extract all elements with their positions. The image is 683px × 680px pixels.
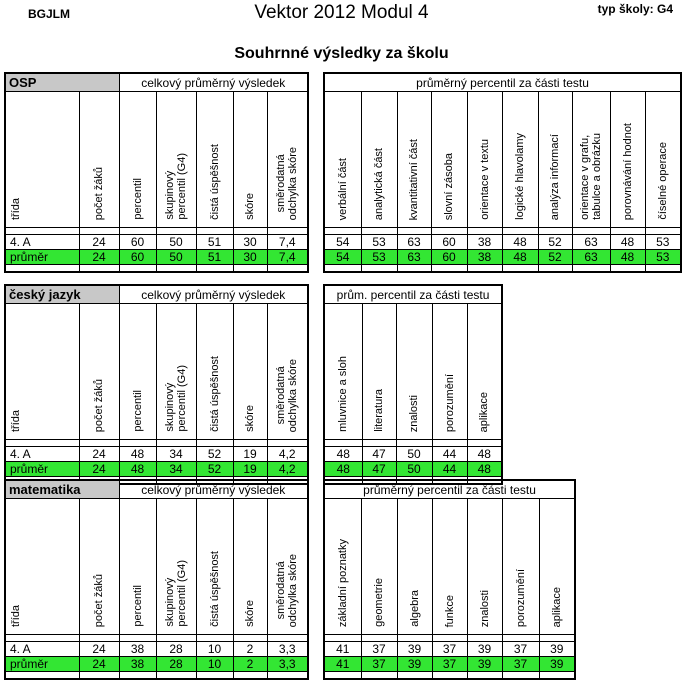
col-header: čistá úspěšnost — [196, 92, 233, 228]
col-header: kvantitativní část — [397, 92, 431, 228]
col-header: mluvnice a sloh — [324, 304, 362, 440]
col-header: orientace v textu — [467, 92, 502, 228]
mat-overall-label: celkový průměrný výsledek — [119, 480, 308, 499]
cj-parts-table — [323, 284, 503, 485]
table-row: 4. A 24 48 34 52 19 4,2 — [5, 447, 308, 462]
cj-parts-label: prům. percentil za části testu — [324, 285, 502, 304]
col-header: skóre — [233, 304, 267, 440]
col-header: třída — [5, 499, 79, 635]
col-header: číselné operace — [645, 92, 681, 228]
average-row: 54 53 63 60 38 48 52 63 48 53 — [324, 250, 681, 265]
average-row: 41 37 39 37 39 37 39 — [324, 657, 575, 672]
table-row: 54 53 63 60 38 48 52 63 48 53 — [324, 235, 681, 250]
average-row: průměr 24 48 34 52 19 4,2 — [5, 462, 308, 477]
table-row: 4. A 24 38 28 10 2 3,3 — [5, 642, 308, 657]
col-header: verbální část — [324, 92, 361, 228]
average-row: 48 47 50 44 48 — [324, 462, 502, 477]
col-header: skupinový percentil (G4) — [156, 92, 196, 228]
col-header: čistá úspěšnost — [196, 499, 233, 635]
osp-parts-label: průměrný percentil za části testu — [324, 73, 681, 92]
mat-section-name: matematika — [5, 480, 119, 499]
cj-section-name: český jazyk — [5, 285, 119, 304]
cj-overall-table — [4, 284, 309, 485]
average-row: průměr 24 38 28 10 2 3,3 — [5, 657, 308, 672]
col-header: analytická část — [361, 92, 397, 228]
col-header: počet žáků — [79, 304, 119, 440]
osp-parts-table — [323, 72, 682, 273]
col-header: orientace v grafu, tabulce a obrázku — [572, 92, 610, 228]
col-header: základní poznatky — [324, 499, 361, 635]
report-title: Vektor 2012 Modul 4 — [254, 2, 429, 23]
col-header: literatura — [362, 304, 396, 440]
table-row: 48 47 50 44 48 — [324, 447, 502, 462]
col-header: percentil — [119, 304, 156, 440]
table-row: 4. A 24 60 50 51 30 7,4 — [5, 235, 308, 250]
mat-overall-table — [4, 479, 309, 680]
col-header: počet žáků — [79, 92, 119, 228]
col-header: percentil — [119, 499, 156, 635]
table-row: 41 37 39 37 39 37 39 — [324, 642, 575, 657]
cj-overall-label: celkový průměrný výsledek — [119, 285, 308, 304]
col-header: čistá úspěšnost — [196, 304, 233, 440]
col-header: třída — [5, 304, 79, 440]
col-header: funkce — [432, 499, 467, 635]
col-header: třída — [5, 92, 79, 228]
col-header: aplikace — [539, 499, 575, 635]
col-header: analýza informací — [538, 92, 572, 228]
school-code: BGJLM — [28, 7, 70, 21]
col-header: směrodatná odchylka skóre — [267, 499, 308, 635]
school-type: typ školy: G4 — [597, 2, 673, 16]
report-subtitle: Souhrnné výsledky za školu — [234, 45, 449, 62]
col-header: skupinový percentil (G4) — [156, 304, 196, 440]
col-header: algebra — [397, 499, 432, 635]
col-header: porozumění — [502, 499, 539, 635]
mat-parts-label: průměrný percentil za části testu — [324, 480, 575, 499]
col-header: počet žáků — [79, 499, 119, 635]
col-header: znalosti — [467, 499, 502, 635]
col-header: skóre — [233, 499, 267, 635]
col-header: percentil — [119, 92, 156, 228]
col-header: znalosti — [396, 304, 432, 440]
mat-parts-table — [323, 479, 576, 680]
average-row: průměr 24 60 50 51 30 7,4 — [5, 250, 308, 265]
col-header: geometrie — [361, 499, 397, 635]
osp-overall-table — [4, 72, 309, 273]
col-header: směrodatná odchylka skóre — [267, 92, 308, 228]
col-header: logické hlavolamy — [502, 92, 538, 228]
osp-overall-label: celkový průměrný výsledek — [119, 73, 308, 92]
col-header: skupinový percentil (G4) — [156, 499, 196, 635]
col-header: aplikace — [467, 304, 502, 440]
col-header: směrodatná odchylka skóre — [267, 304, 308, 440]
col-header: porozumění — [432, 304, 467, 440]
osp-section-name: OSP — [5, 73, 119, 92]
col-header: skóre — [233, 92, 267, 228]
col-header: porovnávání hodnot — [610, 92, 645, 228]
col-header: slovní zásoba — [431, 92, 467, 228]
